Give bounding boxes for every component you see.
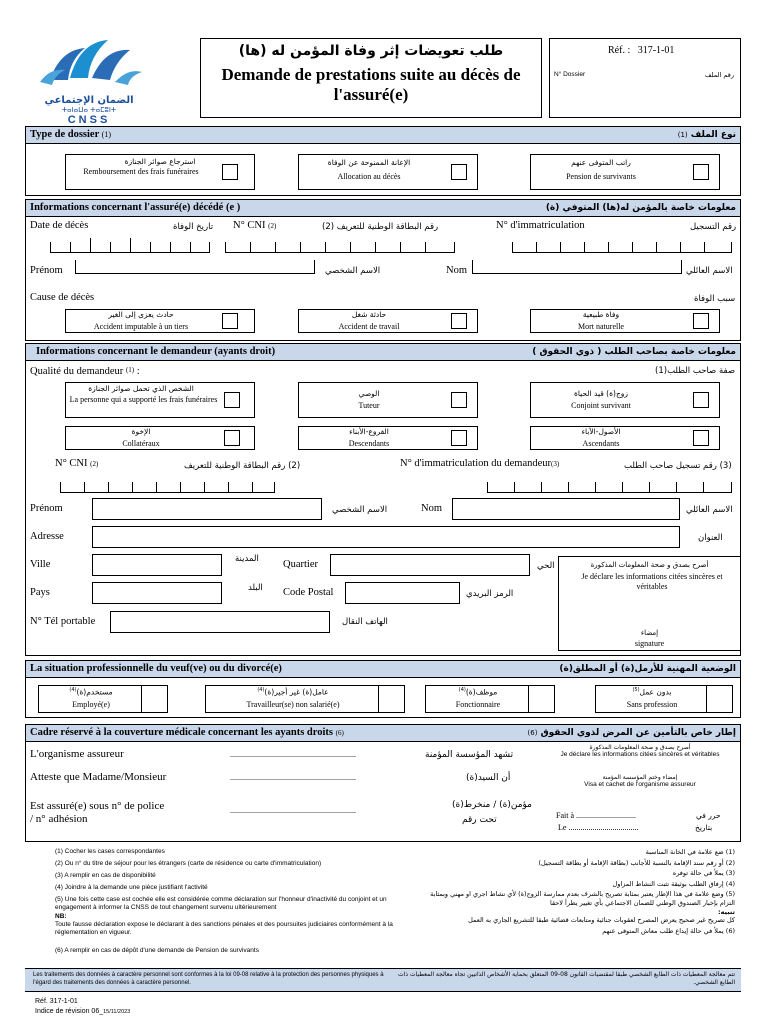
immatriculation-label-ar: رقم التسجيل <box>690 222 737 232</box>
option-accident-travail: حادثة شغل Accident de travail <box>298 309 478 333</box>
footer-band <box>25 968 741 992</box>
prenom-label-ar: الاسم الشخصي <box>325 266 381 276</box>
checkbox-frais-funeraires[interactable] <box>224 392 240 408</box>
option-fonctionnaire: موظف(ة)$^{(4)}$ Fonctionnaire <box>425 685 555 713</box>
organisme-label-ar: تشهد المؤسسة المؤمنة <box>425 750 514 760</box>
option-remboursement: استرجاع صوائر الجنازة Remboursement des frais funéraires <box>65 154 255 190</box>
checkbox-fonctionnaire[interactable] <box>528 686 554 712</box>
date-le-label[interactable]: Le ................................... <box>558 823 639 832</box>
logo-icon <box>30 30 148 90</box>
checkbox-accident-travail[interactable] <box>451 313 467 329</box>
option-tuteur: الوصي Tuteur <box>298 382 478 418</box>
fait-a-label[interactable]: Fait à .............................. <box>556 811 636 820</box>
notes-arabic: (1) ضع علامة في الخانة المناسبة (2) أو رقم سند الإقامة بالنسبة للأجانب (بطاقة الإقامة أو بطاقة التسجيل) (3) يملأ في حالة توفره (4) إرفاق الطلب بوثيقة تثبت النشاط المزاول (5) وضع علامة في هذا الإطار يعتبر بمثابة تصريح بالشرف بعدم ممارسة الزوج(ة) لأي نشاط اجري او مهني وبمثابة التزام بإخبار الصندوق الوطني للضمان الاجتماعي بأي تغيير يطرأ لاحقا تنبيه: كل تصريح غير صحيح يعرض المصرح لعقوبات جنائية ومتابعات قضائية طبقا للتشريع الجاري به العمل (6) يملأ في حالة إيداع طلب معاش المتوفى عنهم <box>430 848 735 935</box>
nom-field[interactable] <box>472 260 682 274</box>
telephone-label-ar: الهاتف النقال <box>342 617 388 627</box>
footer-french: Les traitements des données à caractère personnel sont conformes à la loi 09-08 relative à la protection des personnes physiques à l'égard des traitements des données à caractère personnel. <box>33 972 384 986</box>
cni-field[interactable] <box>225 243 455 253</box>
section-couverture-medicale: Cadre réservé à la couverture médicale concernant les ayants droits (6) إطار خاص بالتأمين عن المرض لذوي الحقوق (6) <box>25 724 741 742</box>
logo-arabic: الضمان الإجتماعي <box>44 95 134 106</box>
adresse-field[interactable] <box>92 526 680 548</box>
demandeur-cni-label: N° CNI (2) <box>55 458 99 469</box>
ref-label: Réf. : 317-1-01 <box>608 45 675 56</box>
police-label-ar-2: تحت رقم <box>462 815 497 825</box>
footer-arabic: تتم معالجة المعطيات ذات الطابع الشخصي طبقا لمقتضيات القانون 08-09 المتعلق بحماية الأشخاص الذاتيين تجاه معالجة المعطيات ذات الطابع الشخصي. <box>398 971 735 986</box>
code-postal-field[interactable] <box>345 582 460 604</box>
option-pension: راتب المتوفى عنهم Pension de survivants <box>530 154 720 190</box>
declaration-ar: أصرح بصدق و صحة المعلومات المذكورة <box>590 561 709 569</box>
demandeur-imm-label-ar: (3) رقم تسجيل صاحب الطلب <box>624 461 732 471</box>
adresse-label: Adresse <box>30 531 64 542</box>
declaration-fr: Je déclare les informations citées sincères et véritables <box>581 572 723 591</box>
dossier-label-fr: N° Dossier <box>554 71 586 78</box>
telephone-label: N° Tél portable <box>30 616 96 627</box>
option-collateraux: الإخوة Collatéraux <box>65 426 255 450</box>
demandeur-imm-label: N° d'immatriculation du demandeur(3) <box>400 458 560 469</box>
date-deces-label: Date de décès <box>30 220 89 231</box>
checkbox-tuteur[interactable] <box>451 392 467 408</box>
option-sans-profession: بدون عمل$^{(5)}$ Sans profession <box>595 685 733 713</box>
pays-field[interactable] <box>92 582 222 604</box>
option-conjoint-survivant: زوج(ة) قيد الحياة Conjoint survivant <box>530 382 720 418</box>
organisme-label: L'organisme assureur <box>30 748 124 760</box>
pays-label: Pays <box>30 587 50 598</box>
checkbox-remboursement[interactable] <box>222 164 238 180</box>
notes-french: (1) Cocher les cases correspondantes (2) Ou n° du titre de séjour pour les étrangers (carte de résidence ou carte d'immatriculation) (3) A remplir en cas de disponibilité (4) Joindre à la demande une pièce justifiant l'activité (5) Une fois cette case est cochée elle est considérée comme déclaration sur l'honneur d'inactivité du conjoint et un engagement à informer la CNSS de tout changement survenu ultérieurement NB: Toute fausse déclaration expose le déclarant à des sanctions pénales et des poursuites judiciaires conformément à la réglementation en vigueur. (6) A remplir en cas de dépôt d'une demande de Pension de survivants <box>55 848 393 954</box>
option-allocation: الإعانة الممنوحة عن الوفاة Allocation au décès <box>298 154 478 190</box>
date-le-label-ar: بتاريخ <box>695 823 713 832</box>
atteste-label-ar: أن السيد(ة) <box>466 773 511 783</box>
demandeur-prenom-label-ar: الاسم الشخصي <box>332 505 388 515</box>
immatriculation-label: N° d'immatriculation <box>496 220 585 231</box>
demandeur-nom-label: Nom <box>421 503 442 514</box>
title-arabic: طلب تعويضات إثر وفاة المؤمن له (ها) <box>238 43 504 59</box>
declaration-signature-box[interactable] <box>558 556 741 651</box>
pays-label-ar: البلد <box>248 583 263 593</box>
telephone-field[interactable] <box>110 611 330 633</box>
quartier-field[interactable] <box>330 554 530 576</box>
quartier-label-ar: الحي <box>537 561 555 571</box>
logo-tifinagh: ⵜⴰⵏⴰⵡⴰ ⵜⴰⵎⵓⵏⵜ <box>61 106 117 114</box>
option-employe: مستخدم(ة)$^{(4)}$ Employé(e) <box>38 685 168 713</box>
section-assure: Informations concernant l'assuré(e) décédé (e ) معلومات خاصة بالمؤمن له(ها) المتوفي (ة) <box>25 199 741 217</box>
checkbox-sans-profession[interactable] <box>706 686 732 712</box>
police-label-ar-1: مؤمن(ة) / منخرط(ة) <box>452 800 533 810</box>
police-label-2: / n° adhésion <box>30 813 88 825</box>
ref-value: 317-1-01 <box>637 45 675 56</box>
checkbox-pension[interactable] <box>693 164 709 180</box>
quartier-label: Quartier <box>283 559 318 570</box>
reference-box <box>549 38 741 118</box>
atteste-label: Atteste que Madame/Monsieur <box>30 771 167 783</box>
prenom-label: Prénom <box>30 265 63 276</box>
dossier-label-ar: رقم الملف <box>704 71 734 79</box>
date-deces-label-ar: تاريخ الوفاة <box>173 222 214 232</box>
cause-label: Cause de décès <box>30 292 95 303</box>
checkbox-ascendants[interactable] <box>693 430 709 446</box>
organisme-dots[interactable]: ............................................................... <box>230 750 356 759</box>
cnss-logo <box>30 30 148 126</box>
section-demandeur: Informations concernant le demandeur (ayants droit) معلومات خاصة بصاحب الطلب ( ذوي الحقوق ) <box>25 343 741 361</box>
checkbox-accident-tiers[interactable] <box>222 313 238 329</box>
section-type-dossier: Type de dossier (1) نوع الملف (1) <box>25 126 741 144</box>
revision-index: Indice de révision 06_15/11/2023 <box>35 1008 131 1015</box>
atteste-dots[interactable]: ............................................................... <box>230 773 356 782</box>
option-mort-naturelle: وفاة طبيعية Mort naturelle <box>530 309 720 333</box>
police-dots[interactable]: ............................................................... <box>230 806 356 815</box>
option-ascendants: الأصول-الآباء Ascendants <box>530 426 720 450</box>
title-box <box>200 38 542 118</box>
police-label-1: Est assuré(e) sous n° de police <box>30 800 165 812</box>
checkbox-employe[interactable] <box>141 686 167 712</box>
signature-fr: signature <box>634 639 665 648</box>
fait-a-label-ar: حرر في <box>696 811 721 820</box>
demandeur-nom-label-ar: الاسم العائلي <box>686 505 733 515</box>
checkbox-collateraux[interactable] <box>224 430 240 446</box>
checkbox-conjoint-survivant[interactable] <box>693 392 709 408</box>
code-postal-label: Code Postal <box>283 587 334 598</box>
checkbox-allocation[interactable] <box>451 164 467 180</box>
ville-label: Ville <box>30 559 51 570</box>
ville-field[interactable] <box>92 554 222 576</box>
section-situation-pro: La situation professionnelle du veuf(ve) ou du divorcé(e) الوضعية المهنية للأرمل(ة) أو المطلق(ة) <box>25 660 741 678</box>
qualite-label: Qualité du demandeur $^{(1)}$ : <box>30 366 140 377</box>
option-accident-tiers: حادث يعزى إلى الغير Accident imputable à un tiers <box>65 309 255 333</box>
nom-label: Nom <box>446 265 467 276</box>
cni-label: N° CNI (2) <box>233 220 277 231</box>
doc-reference: Réf. 317-1-01 <box>35 998 78 1005</box>
signature-ar: إمضاء <box>640 629 659 637</box>
option-non-salarie: عامل(ة) غير أجير(ة)$^{(4)}$ Travailleur(se) non salarié(e) <box>205 685 405 713</box>
code-postal-label-ar: الرمز البريدي <box>466 589 514 599</box>
assureur-declaration: أصرح بصدق و صحة المعلومات المذكورة Je déclare les informations citées sincères et véritables إمضاء وختم المؤسسة المؤمنة Visa et cachet de l'organisme assureur <box>560 744 720 788</box>
date-deces-field[interactable] <box>50 243 210 253</box>
qualite-label-ar: صفة صاحب الطلب(1) <box>655 366 736 376</box>
logo-cnss: CNSS <box>67 114 111 126</box>
prenom-field[interactable] <box>75 260 315 274</box>
checkbox-descendants[interactable] <box>451 430 467 446</box>
cause-label-ar: سبب الوفاة <box>694 294 736 304</box>
title-french: Demande de prestations suite au décès de l'assuré(e) <box>221 65 521 104</box>
checkbox-mort-naturelle[interactable] <box>693 313 709 329</box>
demandeur-imm-field[interactable] <box>487 483 732 493</box>
nom-label-ar: الاسم العائلي <box>686 266 733 276</box>
demandeur-prenom-label: Prénom <box>30 503 63 514</box>
option-descendants: الفروع-الأبناء Descendants <box>298 426 478 450</box>
immatriculation-field[interactable] <box>512 243 732 253</box>
cni-label-ar: رقم البطاقة الوطنية للتعريف (2) <box>322 222 439 232</box>
demandeur-prenom-field[interactable] <box>92 498 322 520</box>
demandeur-cni-label-ar: (2) رقم البطاقة الوطنية للتعريف <box>184 461 301 471</box>
checkbox-non-salarie[interactable] <box>378 686 404 712</box>
adresse-label-ar: العنوان <box>698 533 723 543</box>
option-frais-funeraires: الشخص الذي تحمل صوائر الجنازة La personne qui a supporté les frais funéraires <box>65 382 255 418</box>
ville-label-ar: المدينة <box>235 554 259 564</box>
dossier-number-field[interactable] <box>590 81 700 111</box>
demandeur-nom-field[interactable] <box>452 498 680 520</box>
demandeur-cni-field[interactable] <box>60 483 275 493</box>
